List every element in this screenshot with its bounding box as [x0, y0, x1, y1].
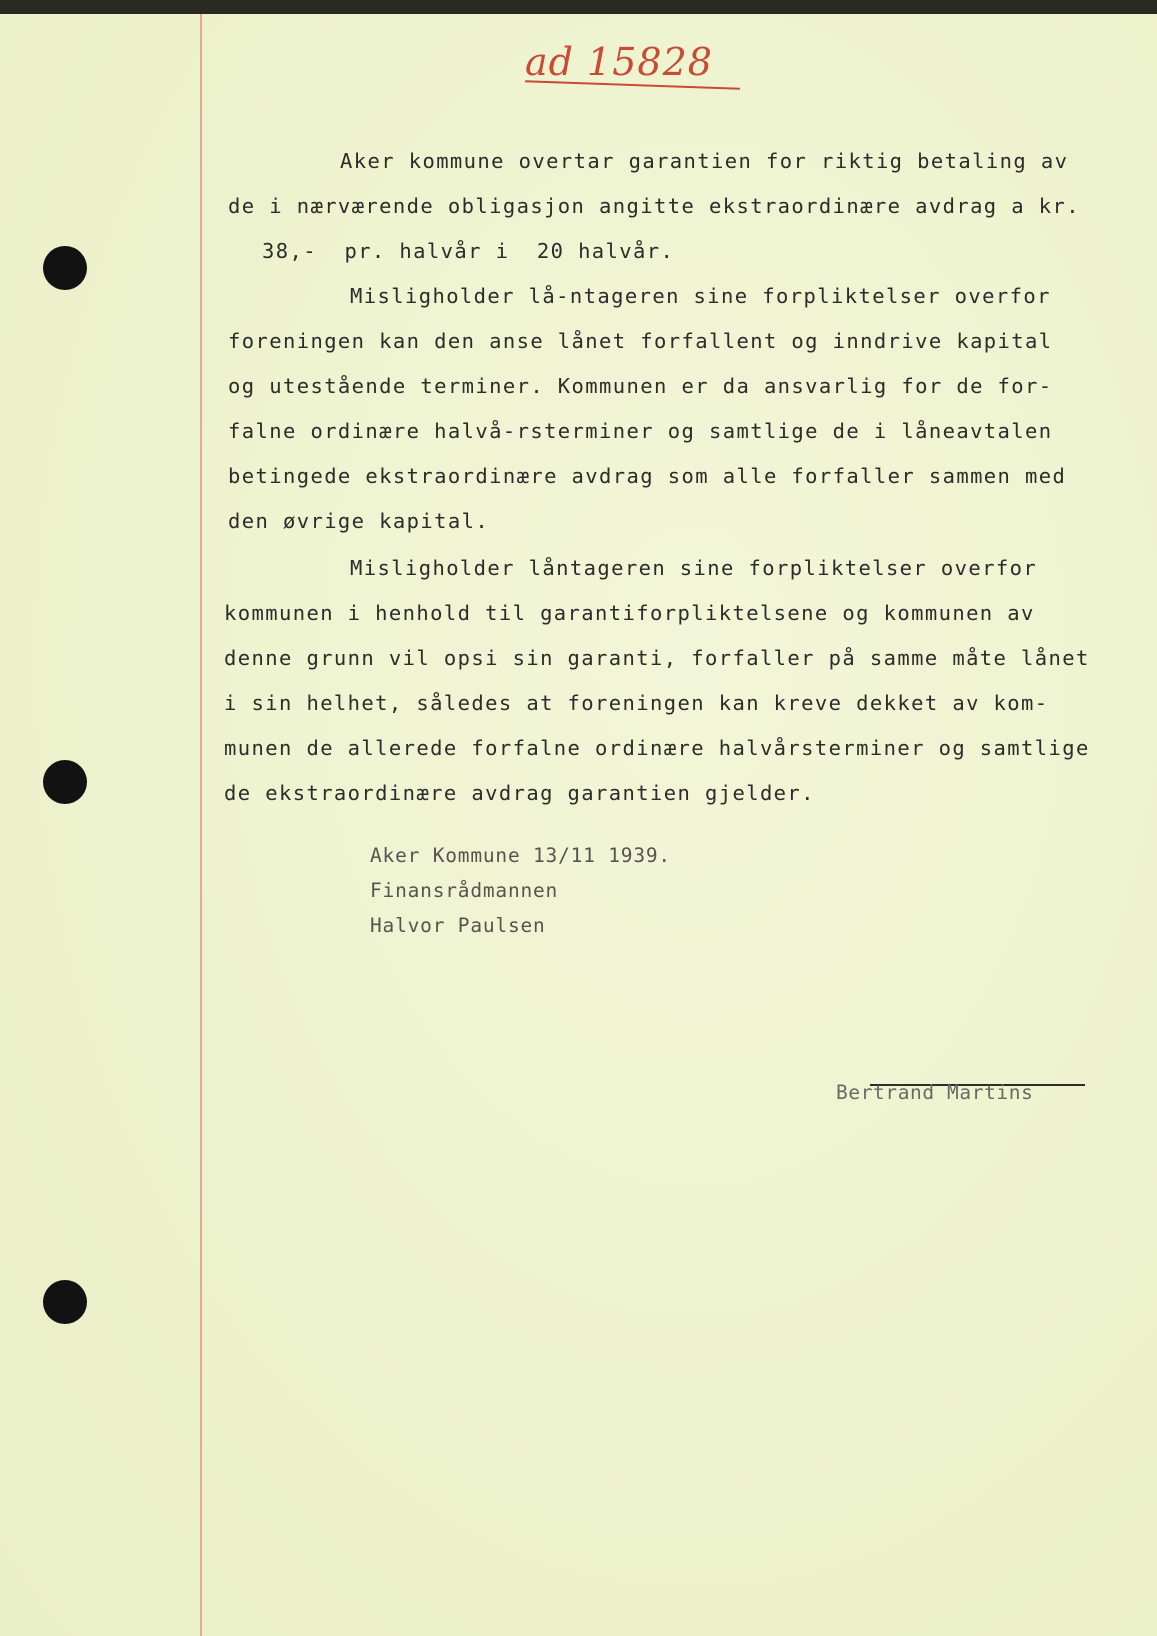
body-line: de i nærværende obligasjon angitte ekstraordinære avdrag a kr. [228, 194, 1081, 218]
closing-title-line: Finansrådmannen [370, 879, 559, 902]
body-line: i sin helhet, således at foreningen kan kreve dekket av kom- [224, 691, 1049, 715]
document-page [0, 14, 1157, 1636]
punch-hole-middle [43, 760, 87, 804]
body-line: og utestående terminer. Kommunen er da ansvarlig for de for- [228, 374, 1053, 398]
punch-hole-bottom [43, 1280, 87, 1324]
body-line: kommunen i henhold til garantiforpliktelsene og kommunen av [224, 601, 1035, 625]
body-line: Aker kommune overtar garantien for riktig betaling av [340, 149, 1069, 173]
body-line: foreningen kan den anse lånet forfallent og inndrive kapital [228, 329, 1053, 353]
body-line: denne grunn vil opsi sin garanti, forfaller på samme måte lånet [224, 646, 1090, 670]
body-line: betingede ekstraordinære avdrag som alle forfaller sammen med [228, 464, 1067, 488]
body-line: Misligholder låntageren sine forpliktelser overfor [350, 556, 1038, 580]
margin-rule [200, 14, 202, 1636]
body-line: den øvrige kapital. [228, 509, 490, 533]
punch-hole-top [43, 246, 87, 290]
signature-name: Bertrand Martins [836, 1081, 1034, 1104]
reference-number: ad 15828 [525, 40, 713, 84]
body-line: falne ordinære halvå-rsterminer og samtlige de i låneavtalen [228, 419, 1053, 443]
closing-name-line: Halvor Paulsen [370, 914, 546, 937]
closing-date-line: Aker Kommune 13/11 1939. [370, 844, 671, 867]
body-line: 38,- pr. halvår i 20 halvår. [262, 239, 675, 263]
body-line: Misligholder lå-ntageren sine forpliktelser overfor [350, 284, 1051, 308]
body-line: de ekstraordinære avdrag garantien gjelder. [224, 781, 815, 805]
body-line: munen de allerede forfalne ordinære halvårsterminer og samtlige [224, 736, 1090, 760]
